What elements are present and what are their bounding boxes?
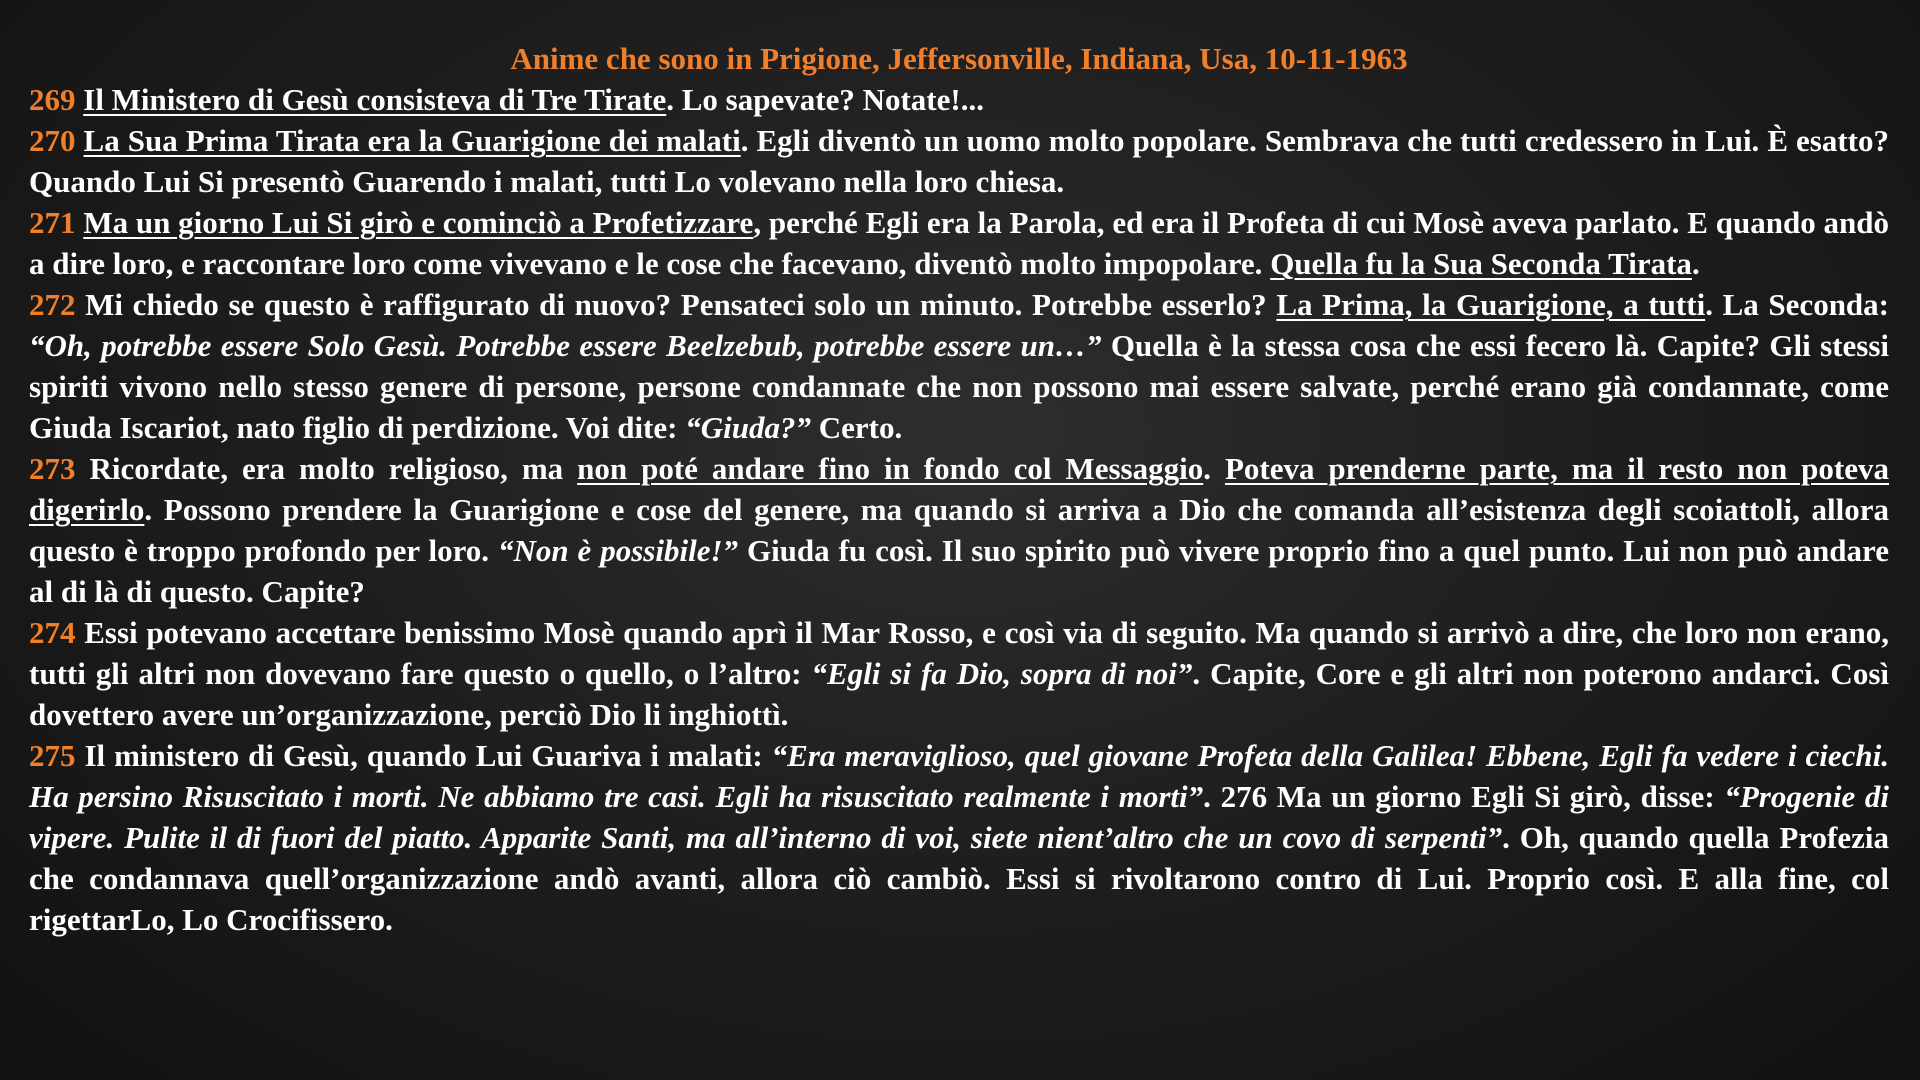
paragraph-text: Certo. [810, 410, 903, 445]
underlined-text: La Sua Prima Tirata era la Guarigione dei malati [83, 123, 741, 158]
paragraph-text: Ricordate, era molto religioso, ma [75, 451, 578, 486]
quoted-text: “Non è possibile!” [497, 533, 739, 568]
paragraph-text: . [1203, 451, 1225, 486]
paragraph-text: Essi potevano accettare benissimo Mosè quando aprì il Mar Rosso, e così via di seguito. Ma quando si arrivò a dire, che loro non erano, tutti gli altri non dovevano fare questo o quello, o l’altro: [29, 615, 1889, 691]
paragraph-270 [29, 120, 1889, 202]
paragraph-271 [29, 202, 1889, 284]
paragraph-text: . La Seconda: [1705, 287, 1889, 322]
paragraph-number: 275 [29, 738, 76, 773]
paragraph-text: Il ministero di Gesù, quando Lui Guariva i malati: [75, 738, 772, 773]
underlined-text: La Prima, la Guarigione, a tutti [1276, 287, 1706, 322]
paragraph-text [76, 123, 84, 158]
paragraph-272 [29, 284, 1889, 448]
paragraph-text: . [1691, 246, 1700, 281]
paragraph-275 [29, 735, 1889, 940]
paragraph-number: 271 [29, 205, 76, 240]
paragraph-text: . Lo sapevate? Notate!... [666, 82, 984, 117]
underlined-text: Poteva prenderne parte, ma il resto non poteva digerirlo [29, 451, 1890, 527]
quoted-text: “Giuda?” [685, 410, 811, 445]
paragraph-text: Giuda fu così. Il suo spirito può vivere proprio fino a quel punto. Lui non può andare al di là di questo. Capite? [29, 533, 1889, 609]
quoted-text: “Era meraviglioso, quel giovane Profeta della Galilea! Ebbene, Egli fa vedere i ciechi. Ha persino Risuscitato i morti. Ne abbiamo tre casi. Egli ha risuscitato realmente i morti” [29, 738, 1890, 814]
paragraph-text: . Egli diventò un uomo molto popolare. Sembrava che tutti credessero in Lui. È esatto? Quando Lui Si presentò Guarendo i malati, tutti Lo volevano nella loro chiesa. [29, 123, 1890, 199]
paragraph-text: . Capite, Core e gli altri non poterono andarci. Così dovettero avere un’organizzazione, perciò Dio li inghiottì. [29, 656, 1889, 732]
quoted-text: “Oh, potrebbe essere Solo Gesù. Potrebbe essere Beelzebub, potrebbe essere un…” [29, 328, 1102, 363]
slide-title: Anime che sono in Prigione, Jeffersonville, Indiana, Usa, 10-11-1963 [510, 41, 1408, 76]
paragraph-list [29, 79, 1889, 940]
paragraph-number: 269 [29, 82, 76, 117]
paragraph-269 [29, 79, 1889, 120]
paragraph-number: 273 [29, 451, 76, 486]
paragraph-text: Mi chiedo se questo è raffigurato di nuovo? Pensateci solo un minuto. Potrebbe esserlo? [75, 287, 1277, 322]
paragraph-text: , perché Egli era la Parola, ed era il Profeta di cui Mosè aveva parlato. E quando andò a dire loro, e raccontare loro come vivevano e le cose che facevano, diventò molto impopolare. [29, 205, 1890, 281]
underlined-text: Il Ministero di Gesù consisteva di Tre Tirate [83, 82, 667, 117]
paragraph-number: 270 [29, 123, 76, 158]
underlined-text: non poté andare fino in fondo col Messaggio [577, 451, 1204, 486]
quoted-text: “Egli si fa Dio, sopra di noi” [811, 656, 1193, 691]
paragraph-text: Quella è la stessa cosa che essi fecero là. Capite? Gli stessi spiriti vivono nello stesso genere di persone, persone condannate che non possono mai essere salvate, perché erano già condannate, come Giuda Iscariot, nato figlio di perdizione. Voi dite: [29, 328, 1890, 445]
paragraph-number: 274 [29, 615, 76, 650]
paragraph-text: . Possono prendere la Guarigione e cose del genere, ma quando si arriva a Dio che comanda all’esistenza degli scoiattoli, allora questo è troppo profondo per loro. [29, 492, 1889, 568]
paragraph-text: . 276 Ma un giorno Egli Si girò, disse: [1203, 779, 1725, 814]
paragraph-text: . Oh, quando quella Profezia che condannava quell’organizzazione andò avanti, allora ciò cambiò. Essi si rivoltarono contro di Lui. Proprio così. E alla fine, col rigettarLo, Lo Crocifissero. [29, 820, 1889, 937]
paragraph-274 [29, 612, 1889, 735]
paragraph-273 [29, 448, 1889, 612]
underlined-text: Quella fu la Sua Seconda Tirata [1270, 246, 1692, 281]
slide-content [29, 38, 1889, 940]
paragraph-number: 272 [29, 287, 76, 322]
quoted-text: “Progenie di vipere. Pulite il di fuori del piatto. Apparite Santi, ma all’interno di voi, siete nient’altro che un covo di serpenti” [29, 779, 1889, 855]
underlined-text: Ma un giorno Lui Si girò e cominciò a Profetizzare [83, 205, 754, 240]
